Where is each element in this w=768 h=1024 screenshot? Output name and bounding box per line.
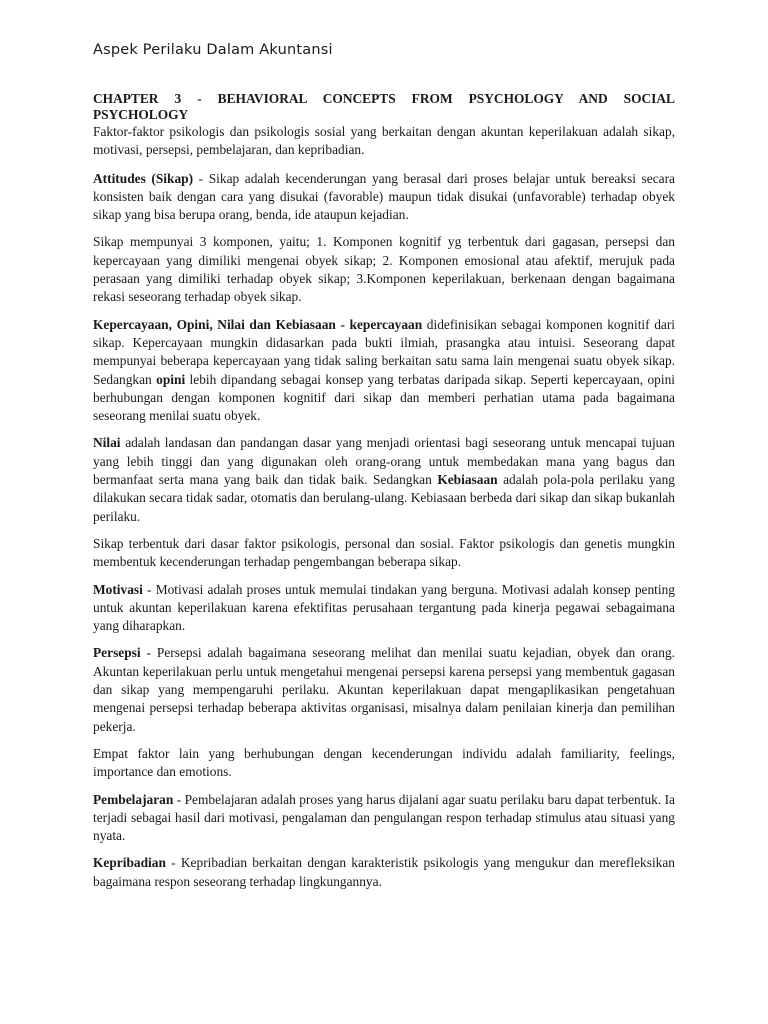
attitudes-text: - Sikap adalah kecenderungan yang berasal dari proses belajar untuk bereaksi secara konsisten baik dengan cara yang disukai (favorable) maupun tidak disukai (unfavorable) terhadap obyek sikap yang bisa berupa orang, benda, ide ataupun kejadian. — [93, 170, 675, 223]
kebiasaan-term: Kebiasaan — [437, 472, 498, 488]
kepribadian-text: - Kepribadian berkaitan dengan karakteristik psikologis yang mengukur dan merefleksikan bagaimana respon seseorang terhadap lingkungannya. — [93, 855, 675, 889]
chapter-title: CHAPTER 3 - BEHAVIORAL CONCEPTS FROM PSYCHOLOGY AND SOCIAL PSYCHOLOGY — [93, 91, 675, 122]
document-header: Aspek Perilaku Dalam Akuntansi — [93, 42, 333, 58]
motivasi-text: - Motivasi adalah proses untuk memulai tindakan yang berguna. Motivasi adalah konsep penting untuk akuntan keperilakuan karena efektifitas perusahaan tergantung pada kinerja pegawai sebagaimana yang diharapkan. — [93, 581, 675, 634]
nilai-paragraph — [93, 434, 675, 525]
persepsi-term: Persepsi — [93, 645, 141, 661]
kepribadian-term: Kepribadian — [93, 855, 166, 871]
pembelajaran-text: - Pembelajaran adalah proses yang harus dijalani agar suatu perilaku baru dapat terbentuk. Ia terjadi sebagai hasil dari motivasi, pengalaman dan pengulangan respon terhadap stimulus atau situasi yang nyata. — [93, 791, 675, 844]
nilai-text-1: adalah landasan dan pandangan dasar yang menjadi orientasi bagi seseorang untuk mencapai tujuan yang lebih tinggi dan yang digunakan oleh orang-orang untuk membedakan mana yang bagus dan bermanfaat serta mana yang baik dan tidak baik. Sedangkan — [93, 435, 675, 488]
opini-term: opini — [156, 371, 186, 387]
kepribadian-paragraph — [93, 854, 675, 891]
intro-paragraph: Faktor-faktor psikologis dan psikologis sosial yang berkaitan dengan akuntan keperilakuan adalah sikap, motivasi, persepsi, pembelajaran, dan kepribadian. — [93, 124, 675, 158]
attitudes-paragraph — [93, 170, 675, 225]
persepsi-text: - Persepsi adalah bagaimana seseorang melihat dan menilai suatu kejadian, obyek dan orang. Akuntan keperilakuan perlu untuk mengetahui mengenai persepsi karena persepsi yang membentuk gagasan dan sikap yang mempengaruhi perilaku. Akuntan keperilakuan dapat mengaplikasikan pengetahuan mengenai persepsi terhadap beberapa aktivitas organisasi, misalnya dalam penilaian kinerja dan pemilihan pekerja. — [93, 645, 675, 734]
kepercayaan-text-2: lebih dipandang sebagai konsep yang terbatas daripada sikap. Seperti kepercayaan, opini berhubungan dengan komponen kognitif dari sikap dan memberi perhatian utama pada bagaimana seseorang menilai suatu obyek. — [93, 371, 676, 424]
motivasi-paragraph — [93, 581, 675, 636]
pembelajaran-term: Pembelajaran — [93, 791, 174, 807]
persepsi-paragraph — [93, 644, 675, 735]
pembelajaran-paragraph — [93, 791, 675, 846]
kepercayaan-term: Kepercayaan, Opini, Nilai dan Kebiasaan - kepercayaan — [93, 316, 423, 332]
kepercayaan-text-1: didefinisikan sebagai komponen kognitif dari sikap. Kepercayaan mungkin didasarkan pada bukti ilmiah, prasangka atau intuisi. Seseorang dapat mempunyai beberapa kepercayaan yang tidak saling berkaitan satu sama lain mengenai suatu obyek sikap. Sedangkan — [93, 316, 676, 387]
sikap-terbentuk-paragraph: Sikap terbentuk dari dasar faktor psikologis, personal dan sosial. Faktor psikologis dan genetis mungkin membentuk kecenderungan terhadap pengembangan beberapa sikap. — [93, 535, 675, 570]
empat-faktor-paragraph: Empat faktor lain yang berhubungan dengan kecenderungan individu adalah familiarity, feelings, importance dan emotions. — [93, 745, 675, 780]
nilai-term: Nilai — [93, 435, 121, 451]
kepercayaan-paragraph — [93, 316, 675, 426]
nilai-text-2: adalah pola-pola perilaku yang dilakukan secara tidak sadar, otomatis dan berulang-ulang. Kebiasaan berbeda dari sikap dan sikap bukanlah perilaku. — [93, 472, 675, 524]
motivasi-term: Motivasi — [93, 581, 143, 597]
attitudes-term: Attitudes (Sikap) — [93, 170, 194, 186]
komponen-paragraph: Sikap mempunyai 3 komponen, yaitu; 1. Komponen kognitif yg terbentuk dari gagasan, persepsi dan kepercayaan yang dimiliki mengenai obyek sikap; 2. Komponen emosional atau afektif, merujuk pada perasaan yang dimiliki terhadap obyek sikap; 3.Komponen keperilakuan, berkenaan dengan bagaimana rekasi seseorang terhadap obyek sikap. — [93, 234, 675, 305]
document-page — [93, 40, 675, 900]
